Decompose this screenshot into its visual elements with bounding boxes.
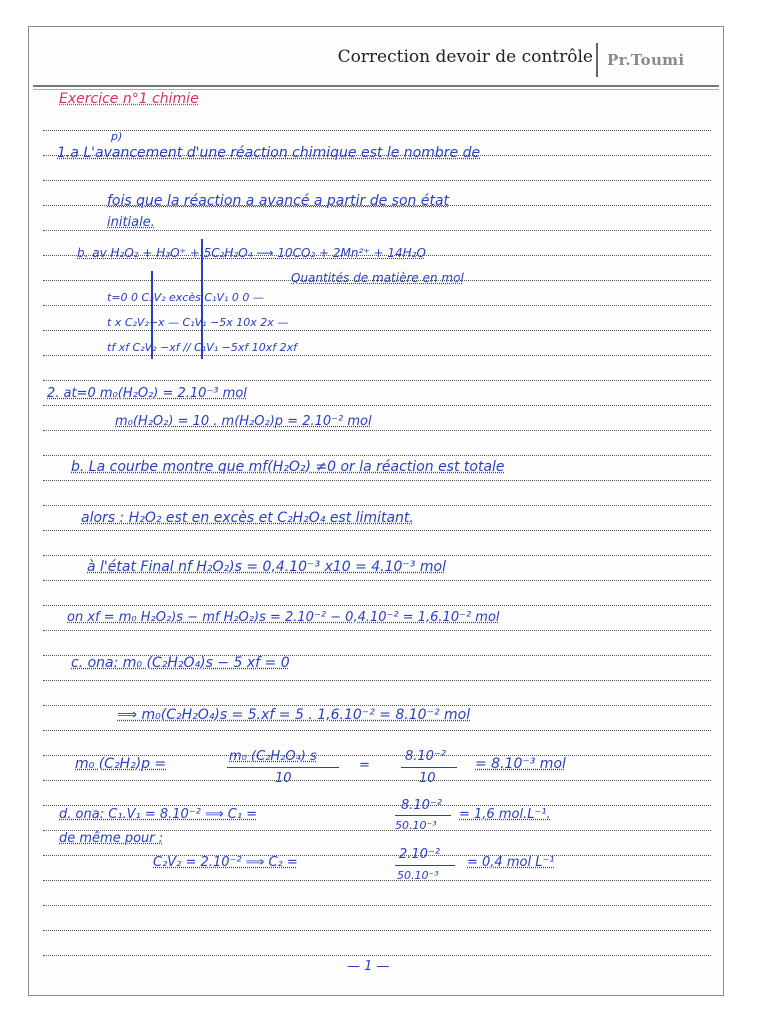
answer-1a-line1: 1.a L'avancement d'une réaction chimique est le nombre de [57, 145, 481, 161]
fraction-denominator: 50.10⁻³ [397, 869, 439, 882]
header-rule [33, 85, 719, 87]
ruled-line [43, 405, 711, 406]
ruled-line [43, 780, 711, 781]
fraction-bar [401, 767, 457, 768]
fraction-numerator: 2.10⁻² [399, 847, 441, 862]
ruled-line [43, 555, 711, 556]
ruled-line [43, 305, 711, 306]
ruled-line [43, 905, 711, 906]
fraction-denominator: 50.10⁻³ [395, 819, 437, 832]
fraction-denominator: 10 [275, 771, 292, 786]
answer-2b-line1: b. La courbe montre que mf(H₂O₂) ≠0 or la réaction est totale [71, 459, 505, 475]
ruled-line [43, 630, 711, 631]
ruled-line [43, 480, 711, 481]
fraction-bar [395, 815, 451, 816]
ruled-line [43, 605, 711, 606]
ruled-line [43, 330, 711, 331]
answer-2c-line2: ⟹ m₀(C₂H₂O₄)s = 5.xf = 5 . 1,6.10⁻² = 8.10⁻² mol [117, 707, 471, 723]
table-row-intermediate: t x C₂V₂−x — C₁V₁ −5x 10x 2x — [107, 316, 289, 329]
answer-1a-line2: fois que la réaction a avancé a partir de son état [107, 193, 450, 209]
author-name: Pr.Toumi [607, 51, 685, 69]
answer-2c-line1: c. ona: m₀ (C₂H₂O₄)s − 5 xf = 0 [71, 655, 290, 671]
page-number: — 1 — [347, 959, 390, 974]
document-title: Correction devoir de contrôle [337, 47, 593, 67]
exercise-heading: Exercice n°1 chimie [59, 91, 199, 107]
table-divider [201, 239, 203, 359]
ruled-line [43, 355, 711, 356]
ruled-line [43, 180, 711, 181]
answer-2d-c2: = 0,4 mol L⁻¹ [467, 855, 555, 870]
table-row-initial: t=0 0 C₂V₂ excès C₁V₁ 0 0 — [107, 291, 264, 304]
fraction-numerator: 8.10⁻² [401, 798, 443, 813]
answer-2-line2: m₀(H₂O₂) = 10 . m(H₂O₂)p = 2.10⁻² mol [115, 414, 372, 429]
note-mark: p) [111, 130, 123, 143]
ruled-line [43, 805, 711, 806]
answer-final-state: à l'état Final nf H₂O₂)s = 0,4.10⁻³ x10 = 4.10⁻³ mol [87, 559, 446, 575]
table-row-final: tf xf C₂V₂ −xf // C₁V₁ −5xf 10xf 2xf [107, 341, 297, 354]
answer-2d-line2: de même pour : [59, 831, 164, 846]
fraction-bar [395, 865, 455, 866]
page-header [29, 41, 723, 81]
ruled-line [43, 580, 711, 581]
answer-2-line1: 2. at=0 m₀(H₂O₂) = 2.10⁻³ mol [47, 386, 247, 401]
ruled-line [43, 955, 711, 956]
fraction-denominator: 10 [419, 771, 436, 786]
ruled-line [43, 380, 711, 381]
ruled-line [43, 230, 711, 231]
answer-2d-line1: d. ona: C₁.V₁ = 8.10⁻² ⟹ C₁ = [59, 807, 258, 822]
ruled-line [43, 430, 711, 431]
table-caption: Quantités de matière en mol [291, 271, 464, 285]
ruled-line [43, 530, 711, 531]
ruled-line [43, 455, 711, 456]
table-divider [151, 271, 153, 359]
answer-2c-result: = 8.10⁻³ mol [475, 756, 566, 772]
answer-2b-line2: alors : H₂O₂ est en excès et C₂H₂O₄ est limitant. [81, 510, 414, 526]
ruled-line [43, 855, 711, 856]
fraction-numerator: 8.10⁻² [405, 749, 447, 764]
ruled-line [43, 705, 711, 706]
notebook-page [28, 26, 724, 996]
header-separator [596, 43, 598, 77]
ruled-line [43, 930, 711, 931]
answer-2d-c1: = 1,6 mol.L⁻¹. [459, 807, 551, 822]
ruled-line [43, 505, 711, 506]
ruled-line [43, 130, 711, 131]
answer-2c-line3a: m₀ (C₂H₂)p = [75, 756, 167, 772]
equals-sign: = [359, 758, 370, 773]
header-rule-thin [33, 89, 719, 90]
fraction-numerator: m₀ (C₂H₂O₄) s [229, 749, 317, 764]
ruled-line [43, 730, 711, 731]
reaction-equation: b. av H₂O₂ + H₃O⁺ + 5C₂H₂O₄ ⟶ 10CO₂ + 2Mn²⁺ + 14H₂O [77, 246, 426, 260]
answer-2d-line3: C₂V₂ = 2.10⁻² ⟹ C₂ = [153, 855, 298, 870]
answer-xf: on xf = m₀ H₂O₂)s − mf H₂O₂)s = 2.10⁻² − 0,4.10⁻² = 1,6.10⁻² mol [67, 610, 500, 625]
ruled-line [43, 680, 711, 681]
answer-1a-line3: initiale. [107, 215, 155, 230]
fraction-bar [227, 767, 339, 768]
ruled-line [43, 880, 711, 881]
